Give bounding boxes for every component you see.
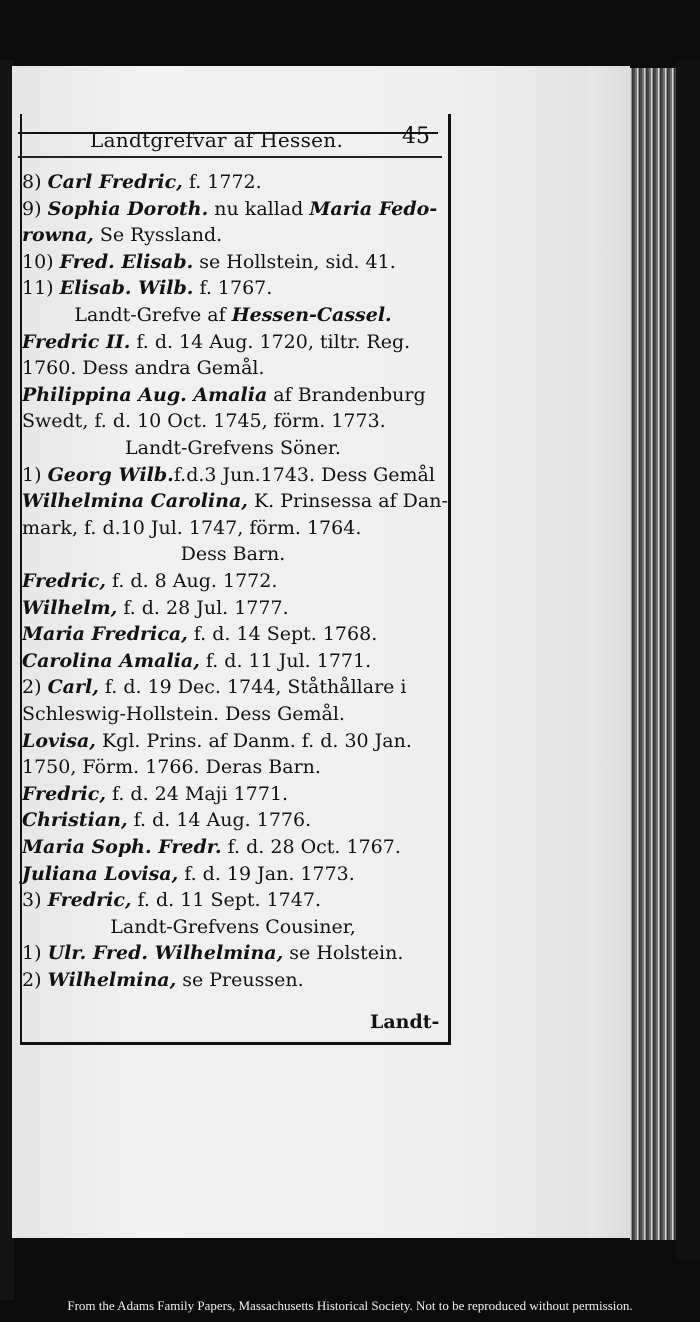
text-line bbox=[22, 514, 444, 542]
entry-text: f. d. 19 Jan. 1773. bbox=[178, 862, 355, 885]
text-line bbox=[22, 886, 444, 914]
entry-number: 9) bbox=[22, 197, 42, 220]
text-line bbox=[22, 700, 444, 728]
person-name: Sophia Doroth. bbox=[47, 197, 209, 220]
person-name: Elisab. Wilb. bbox=[59, 277, 194, 300]
text-line bbox=[22, 168, 444, 196]
section-heading: Landt-Grefvens Söner. bbox=[125, 437, 341, 459]
section-heading: Dess Barn. bbox=[180, 543, 286, 566]
text-line bbox=[22, 673, 444, 701]
person-name: Juliana Lovisa, bbox=[22, 862, 179, 885]
person-name: Wilhelmina, bbox=[47, 969, 177, 991]
text-line bbox=[22, 221, 444, 249]
entry-text: f.d.3 Jun.1743. Dess Gemål bbox=[173, 463, 435, 486]
entry-text: K. Prinsessa af Dan- bbox=[247, 490, 448, 513]
entry-text: f. 1772. bbox=[182, 171, 262, 193]
entry-text: Swedt, f. d. 10 Oct. 1745, förm. 1773. bbox=[22, 410, 386, 433]
entry-number: 2) bbox=[22, 676, 42, 699]
text-line bbox=[22, 248, 444, 276]
text-line bbox=[22, 567, 444, 595]
right-shadow bbox=[676, 60, 700, 1260]
text-line bbox=[22, 860, 444, 888]
text-line bbox=[22, 354, 444, 382]
text-line bbox=[22, 540, 444, 568]
text-line bbox=[22, 301, 444, 329]
person-name: Philippina Aug. Amalia bbox=[22, 383, 268, 406]
entry-number: 10) bbox=[22, 250, 54, 273]
entry-text: f. d. 19 Dec. 1744, Ståthållare i bbox=[98, 676, 407, 699]
entry-text: se Preussen. bbox=[176, 969, 304, 991]
entry-text: f. d. 28 Jul. 1777. bbox=[117, 596, 289, 619]
person-name: Fredric, bbox=[22, 570, 106, 592]
copyright-footer: From the Adams Family Papers, Massachusetts Historical Society. Not to be reproduced without permission. bbox=[67, 1298, 633, 1313]
text-line bbox=[22, 594, 444, 622]
entry-text: 1760. Dess andra Gemål. bbox=[22, 357, 265, 380]
entry-text: f. d. 11 Sept. 1747. bbox=[131, 889, 321, 912]
catchword: Landt- bbox=[370, 1011, 440, 1033]
text-line bbox=[22, 727, 444, 755]
person-name-continued: Maria Fedo- bbox=[309, 197, 438, 220]
entry-text: f. d. 14 Sept. 1768. bbox=[187, 623, 378, 646]
entry-text: mark, f. d.10 Jul. 1747, förm. 1764. bbox=[22, 516, 362, 539]
entry-text: se Holstein. bbox=[283, 942, 404, 965]
text-line bbox=[22, 620, 444, 648]
text-line bbox=[22, 487, 448, 515]
text-line bbox=[22, 939, 444, 967]
entry-text: af Brandenburg bbox=[267, 383, 426, 406]
person-name: Fredric, bbox=[47, 889, 132, 912]
entry-text: f. d. 28 Oct. 1767. bbox=[221, 836, 401, 858]
entry-text: se Hollstein, sid. 41. bbox=[193, 250, 396, 273]
person-name: Christian, bbox=[22, 809, 128, 832]
entry-text: nu kallad bbox=[208, 197, 310, 220]
person-name: Lovisa, bbox=[22, 729, 96, 752]
text-line bbox=[22, 966, 444, 994]
text-line bbox=[22, 381, 444, 409]
text-line bbox=[22, 461, 444, 489]
text-line bbox=[22, 407, 444, 435]
entry-number: 1) bbox=[22, 463, 42, 486]
person-name: Georg Wilb. bbox=[47, 463, 174, 486]
entry-number: 3) bbox=[22, 889, 42, 912]
person-name: Maria Fredrica, bbox=[22, 623, 188, 646]
person-name: Carl, bbox=[47, 676, 99, 699]
person-name: Carl Fredric, bbox=[47, 171, 183, 193]
entry-text: f. d. 11 Jul. 1771. bbox=[199, 649, 372, 672]
section-heading: Landt-Grefvens Cousiner, bbox=[110, 915, 356, 938]
text-line bbox=[22, 434, 444, 462]
person-name: Carolina Amalia, bbox=[22, 649, 200, 672]
entry-text: Se Ryssland. bbox=[93, 224, 223, 247]
text-line bbox=[22, 195, 444, 223]
section-heading: Landt-Grefve af bbox=[74, 304, 232, 326]
entry-text: 1750, Förm. 1766. Deras Barn. bbox=[22, 756, 321, 779]
entry-number: 2) bbox=[22, 969, 42, 991]
entry-text: Schleswig-Hollstein. Dess Gemål. bbox=[22, 703, 345, 725]
entry-number: 8) bbox=[22, 171, 42, 193]
entry-text: f. d. 14 Aug. 1720, tiltr. Reg. bbox=[130, 330, 411, 353]
text-line bbox=[22, 833, 444, 861]
running-header bbox=[34, 124, 436, 158]
page-right-strip bbox=[588, 66, 630, 1238]
text-line bbox=[22, 753, 444, 781]
section-heading-italic: Hessen-Cassel. bbox=[231, 304, 392, 326]
entry-number: 11) bbox=[22, 277, 54, 300]
person-name: Fredric II. bbox=[22, 330, 131, 353]
running-title: Landtgrefvar af Hessen. bbox=[90, 128, 344, 152]
person-name: Maria Soph. Fredr. bbox=[22, 836, 222, 858]
entry-number: 1) bbox=[22, 942, 42, 965]
person-name: rowna, bbox=[22, 224, 94, 247]
person-name: Ulr. Fred. Wilhelmina, bbox=[47, 942, 284, 965]
person-name: Fred. Elisab. bbox=[59, 250, 194, 273]
person-name: Wilhelm, bbox=[22, 596, 118, 619]
entry-text: Kgl. Prins. af Danm. f. d. 30 Jan. bbox=[95, 729, 412, 752]
text-line bbox=[22, 913, 444, 941]
entry-text: f. d. 8 Aug. 1772. bbox=[105, 570, 278, 592]
text-line bbox=[22, 647, 444, 675]
entry-text: f. d. 24 Maji 1771. bbox=[105, 782, 289, 805]
text-line bbox=[22, 806, 444, 834]
entry-text: f. 1767. bbox=[193, 277, 273, 300]
page-number: 45 bbox=[402, 124, 430, 149]
person-name: Fredric, bbox=[22, 782, 106, 805]
text-line bbox=[22, 780, 444, 808]
entry-text: f. d. 14 Aug. 1776. bbox=[127, 809, 312, 832]
text-line bbox=[22, 274, 444, 302]
person-name: Wilhelmina Carolina, bbox=[22, 490, 248, 513]
text-line bbox=[22, 328, 444, 356]
